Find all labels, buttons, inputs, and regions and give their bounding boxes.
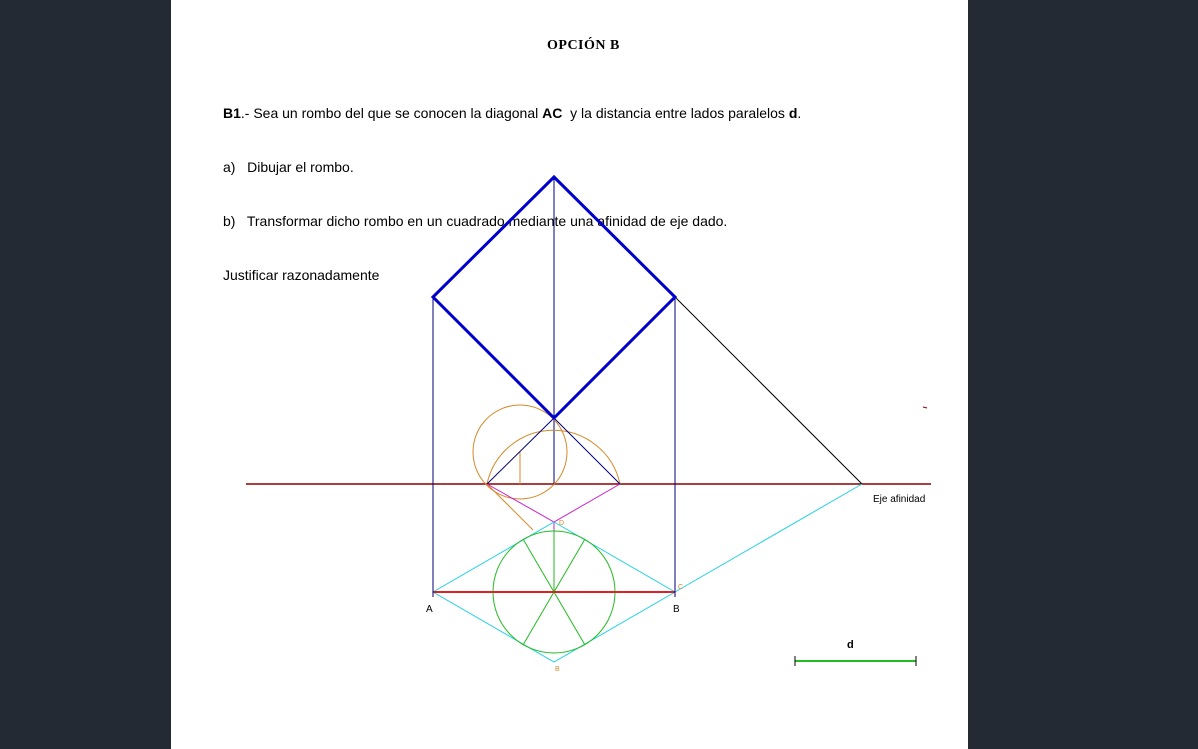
distance-label: d — [788, 105, 798, 121]
statement-intro-2: y la distancia entre lados paralelos — [562, 105, 789, 121]
label-b-bottom: B — [555, 666, 560, 673]
label-c: C — [678, 584, 684, 591]
label-d: D — [559, 520, 565, 527]
affinity-direction-line — [675, 297, 862, 484]
statement-period: . — [797, 105, 802, 121]
statement-justify: Justificar razonadamente — [223, 267, 380, 283]
geometry-figure — [171, 0, 968, 749]
orange-diagonal — [487, 484, 533, 530]
page-title: OPCIÓN B — [547, 38, 620, 53]
statement-item-b: b) Transformar dicho rombo en un cuadrado mediante una afinidad de eje dado. — [223, 213, 728, 229]
document-page — [171, 0, 968, 749]
stray-mark — [923, 407, 927, 408]
distance-d-label: d — [847, 639, 854, 651]
statement-intro-1: .- Sea un rombo del que se conocen la diagonal — [240, 105, 543, 121]
problem-code: B1 — [223, 105, 241, 121]
axis-label: Eje afinidad — [873, 494, 926, 505]
label-a: A — [426, 604, 433, 615]
diagonal-label: AC — [542, 105, 563, 121]
statement-item-a: a) Dibujar el rombo. — [223, 159, 354, 175]
label-b-right: B — [673, 604, 680, 615]
affinity-cyan-line — [675, 484, 862, 592]
magenta-construction — [487, 484, 620, 522]
construction-right — [554, 418, 620, 484]
